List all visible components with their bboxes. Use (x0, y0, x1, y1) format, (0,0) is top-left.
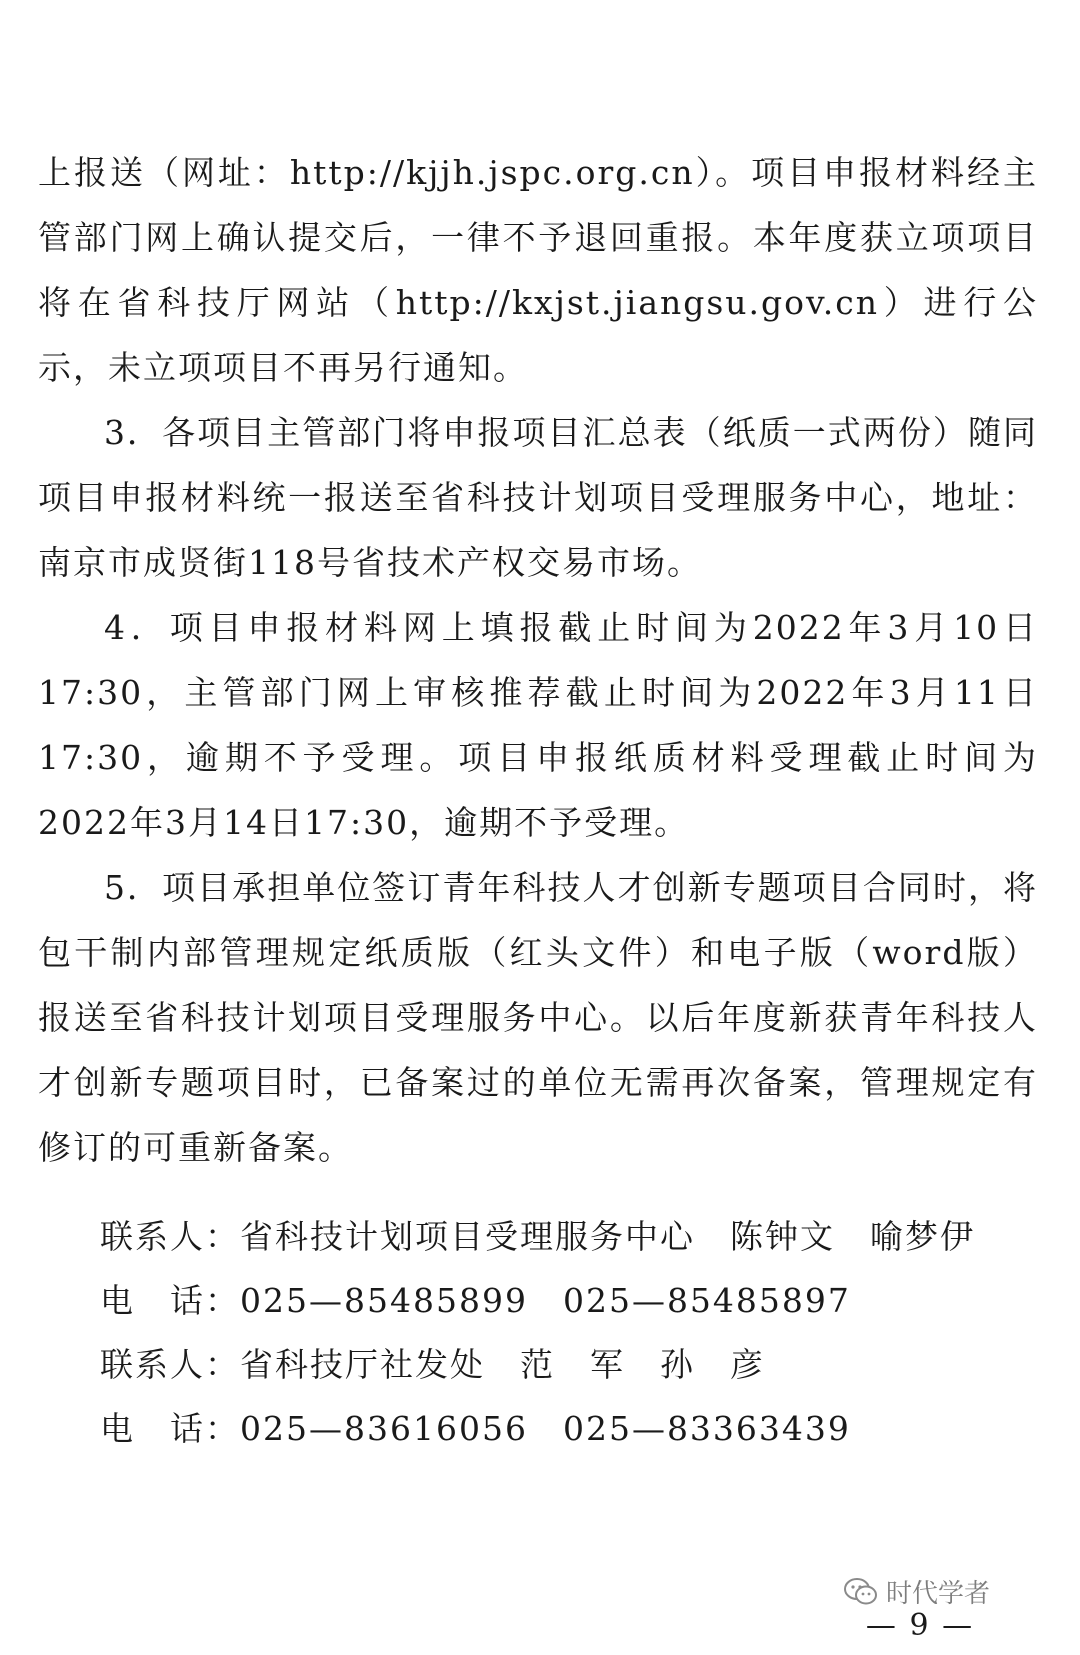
contact-phone-line: 电 话：025—85485899 025—85485897 (100, 1281, 851, 1320)
contact-person-line: 联系人：省科技计划项目受理服务中心 陈钟文 喻梦伊 (100, 1217, 975, 1256)
paragraph-continued: 上报送（网址：http://kjjh.jspc.org.cn）。项目申报材料经主管部门网上确认提交后，一律不予退回重报。本年度获立项项目将在省科技厅网站（http://kxjst.jiangsu.gov.cn）进行公示，未立项项目不再另行通知。 (38, 153, 1038, 387)
watermark-text: 时代学者 (885, 1579, 990, 1609)
contact-block (100, 1205, 1040, 1461)
page-number: — 9 — (865, 1608, 975, 1643)
paragraph-5: 5．项目承担单位签订青年科技人才创新专题项目合同时，将包干制内部管理规定纸质版（红头文件）和电子版（word版）报送至省科技计划项目受理服务中心。以后年度新获青年科技人才创新专题项目时，已备案过的单位无需再次备案，管理规定有修订的可重新备案。 (38, 868, 1038, 1167)
wechat-icon (844, 1577, 878, 1607)
paragraph-4: 4．项目申报材料网上填报截止时间为2022年3月10日17:30，主管部门网上审核推荐截止时间为2022年3月11日17:30，逾期不予受理。项目申报纸质材料受理截止时间为2022年3月14日17:30，逾期不予受理。 (38, 608, 1038, 842)
contact-person-line: 联系人：省科技厅社发处 范 军 孙 彦 (100, 1345, 765, 1384)
document-body (38, 140, 1038, 1180)
watermark (844, 1573, 990, 1610)
paragraph-3: 3．各项目主管部门将申报项目汇总表（纸质一式两份）随同项目申报材料统一报送至省科技计划项目受理服务中心，地址：南京市成贤街118号省技术产权交易市场。 (38, 413, 1038, 582)
contact-phone-line: 电 话：025—83616056 025—83363439 (100, 1409, 851, 1448)
